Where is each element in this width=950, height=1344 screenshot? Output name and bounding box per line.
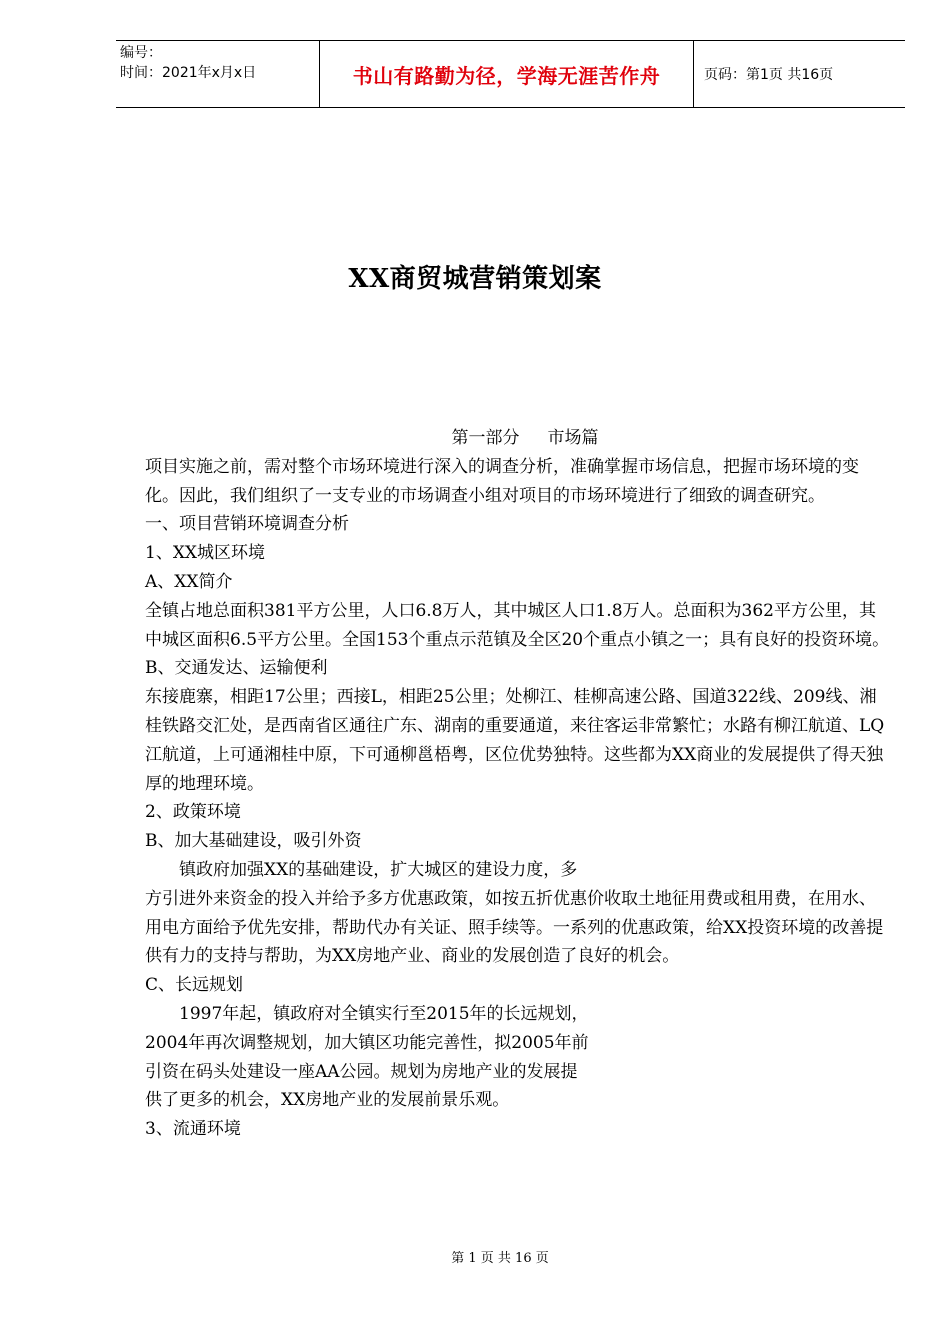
heading-level-3: A、XX简介 [145, 571, 233, 592]
paragraph: 全镇占地总面积381平方公里，人口6.8万人，其中城区人口1.8万人。总面积为362平方公里，其中城区面积6.5平方公里。全国153个重点示范镇及全区20个重点小镇之一；具有良好的投资环境。 [145, 600, 890, 650]
heading-level-1: 一、项目营销环境调查分析 [145, 514, 349, 535]
heading-level-2: 3、流通环境 [145, 1119, 241, 1140]
document-title: XX商贸城营销策划案 [348, 264, 602, 294]
document-header [116, 40, 905, 108]
paragraph-line: 1997年起，镇政府对全镇实行至2015年的长远规划， [179, 1003, 589, 1024]
paragraph: 镇政府加强XX的基础建设，扩大城区的建设力度，多 [179, 859, 578, 880]
paragraph-line: 供了更多的机会，XX房地产业的发展前景乐观。 [145, 1090, 510, 1111]
paragraph-line: 引资在码头处建设一座AA公园。规划为房地产业的发展提 [145, 1061, 578, 1082]
heading-level-3: C、长远规划 [145, 975, 244, 996]
paragraph: 东接鹿寨，相距17公里；西接L，相距25公里；处柳江、桂柳高速公路、国道322线、209线、湘桂铁路交汇处，是西南省区通往广东、湖南的重要通道，来往客运非常繁忙；水路有柳江航道、LQ江航道，上可通湘桂中原，下可通柳邕梧粤，区位优势独特。这些都为XX商业的发展提供了得天独厚的地理环境。 [145, 687, 885, 794]
heading-level-2: 2、政策环境 [145, 802, 241, 823]
section-name: 市场篇 [547, 428, 599, 448]
section-heading [145, 424, 890, 453]
heading-level-3: B、交通发达、运输便利 [145, 658, 328, 679]
time-label: 时间：2021年x月x日 [120, 65, 257, 81]
paragraph-line: 2004年再次调整规划，加大镇区功能完善性，拟2005年前 [145, 1032, 589, 1053]
header-meta-cell [116, 41, 320, 108]
header-motto: 书山有路勤为径，学海无涯苦作舟 [320, 41, 694, 108]
page-footer: 第 1 页 共 16 页 [451, 1251, 549, 1266]
serial-number-label: 编号： [120, 45, 162, 61]
section-part: 第一部分 [451, 428, 520, 448]
heading-level-2: 1、XX城区环境 [145, 543, 266, 564]
header-page-info: 页码：第1页 共16页 [694, 41, 906, 108]
document-body [145, 424, 890, 1144]
heading-level-3: B、加大基础建设，吸引外资 [145, 831, 362, 852]
paragraph: 方引进外来资金的投入并给予多方优惠政策，如按五折优惠价收取土地征用费或租用费，在用水、用电方面给予优先安排，帮助代办有关证、照手续等。一系列的优惠政策，给XX投资环境的改善提供有力的支持与帮助，为XX房地产业、商业的发展创造了良好的机会。 [145, 888, 884, 967]
paragraph: 项目实施之前，需对整个市场环境进行深入的调查分析，准确掌握市场信息，把握市场环境的变化。因此，我们组织了一支专业的市场调查小组对项目的市场环境进行了细致的调查研究。 [145, 456, 859, 506]
